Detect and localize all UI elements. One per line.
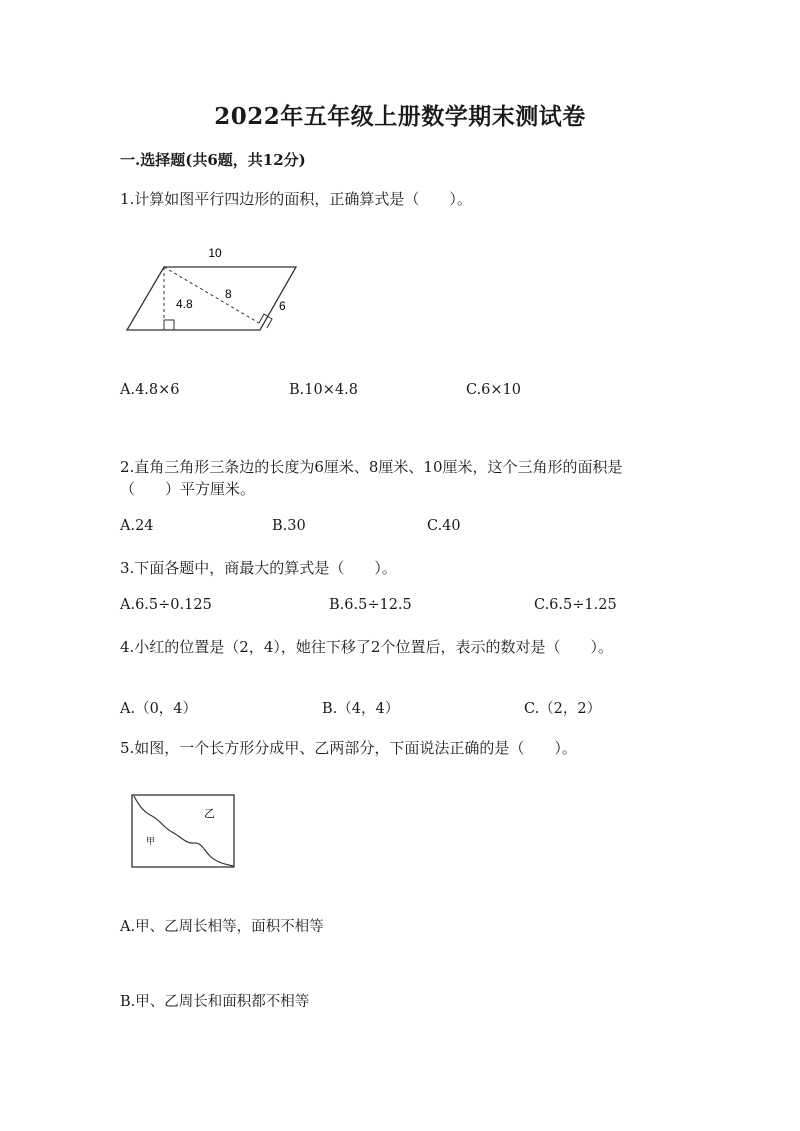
question-5-stem: 5.如图，一个长方形分成甲、乙两部分，下面说法正确的是（ ）。 xyxy=(120,739,577,757)
label-diagonal: 8 xyxy=(225,287,232,301)
section-heading: 一.选择题(共6题，共12分) xyxy=(120,151,306,169)
question-2-stem-line2: （ ）平方厘米。 xyxy=(120,480,256,498)
right-angle-marker xyxy=(164,320,174,330)
label-jia: 甲 xyxy=(146,836,156,846)
rectangle-split-figure xyxy=(130,792,238,870)
perpendicular-line xyxy=(164,267,259,323)
label-top: 10 xyxy=(208,246,222,260)
q1-option-b[interactable]: B.10×4.8 xyxy=(289,382,358,398)
parallelogram-figure xyxy=(118,240,308,336)
q2-option-b[interactable]: B.30 xyxy=(272,518,306,534)
q5-option-a[interactable]: A.甲、乙周长相等，面积不相等 xyxy=(120,919,324,935)
exam-title: 2022年五年级上册数学期末测试卷 xyxy=(214,103,586,130)
q4-option-b[interactable]: B.（4，4） xyxy=(322,701,400,717)
q3-option-a[interactable]: A.6.5÷0.125 xyxy=(120,597,212,613)
label-side: 6 xyxy=(279,299,286,313)
q2-option-c[interactable]: C.40 xyxy=(427,518,461,534)
question-2-stem-line1: 2.直角三角形三条边的长度为6厘米、8厘米、10厘米，这个三角形的面积是 xyxy=(120,458,623,476)
question-3-stem: 3.下面各题中，商最大的算式是（ ）。 xyxy=(120,559,397,577)
q2-option-a[interactable]: A.24 xyxy=(120,518,154,534)
label-yi: 乙 xyxy=(204,808,215,820)
q4-option-c[interactable]: C.（2，2） xyxy=(524,701,602,717)
q5-option-b[interactable]: B.甲、乙周长和面积都不相等 xyxy=(120,994,310,1010)
q3-option-b[interactable]: B.6.5÷12.5 xyxy=(329,597,412,613)
q4-option-a[interactable]: A.（0，4） xyxy=(120,701,198,717)
question-4-stem: 4.小红的位置是（2，4），她往下移了2个位置后，表示的数对是（ ）。 xyxy=(120,638,613,656)
q1-option-a[interactable]: A.4.8×6 xyxy=(120,382,180,398)
label-height: 4.8 xyxy=(176,297,193,311)
rectangle-outline xyxy=(132,795,234,867)
q1-option-c[interactable]: C.6×10 xyxy=(466,382,522,398)
q3-option-c[interactable]: C.6.5÷1.25 xyxy=(534,597,617,613)
question-1-stem: 1.计算如图平行四边形的面积，正确算式是（ ）。 xyxy=(120,190,472,208)
dividing-curve xyxy=(134,796,233,866)
